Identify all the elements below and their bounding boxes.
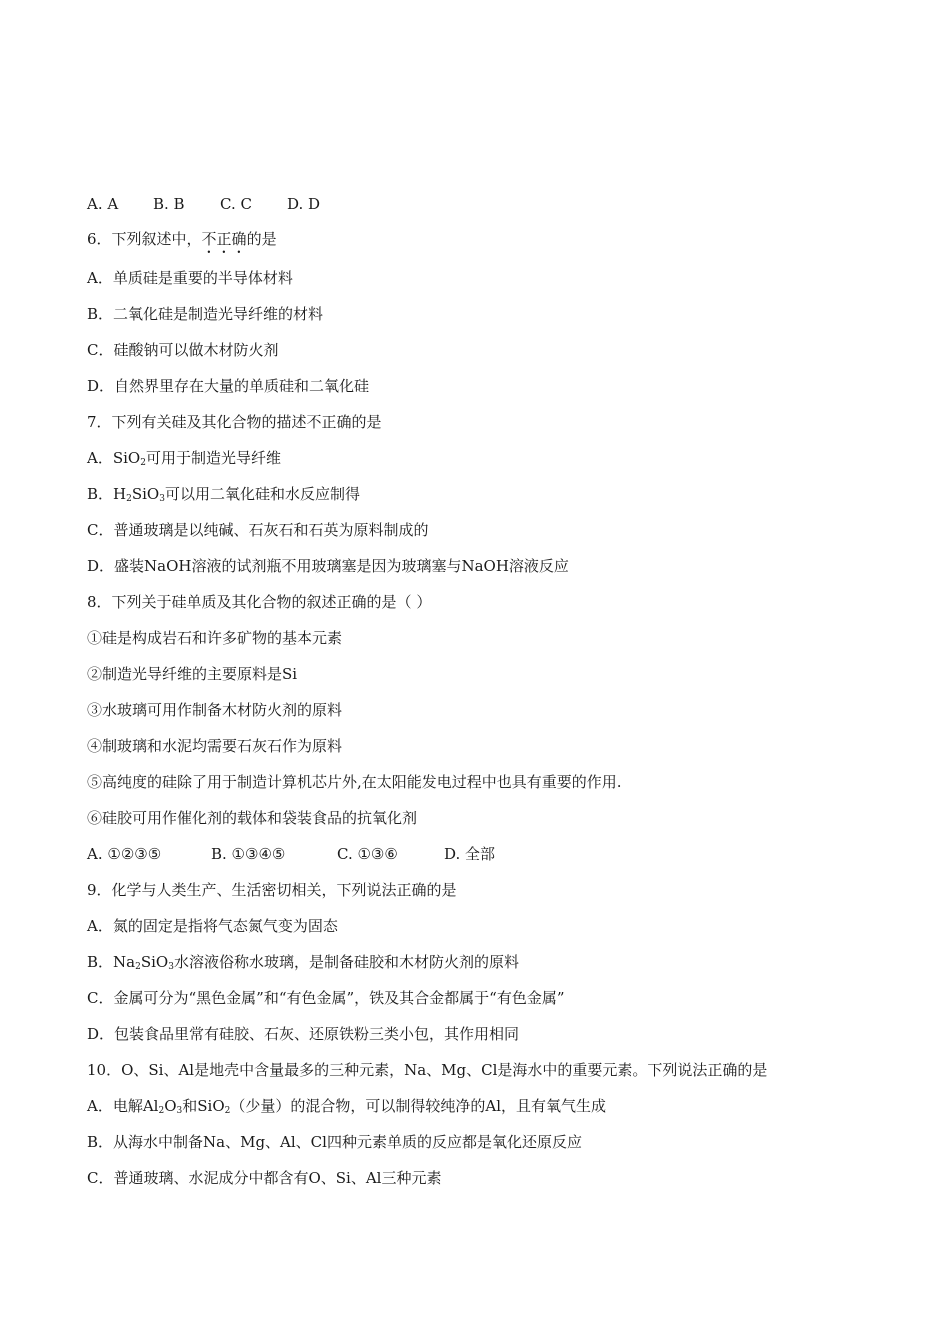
q10-a-text-mid-2: 和SiO bbox=[182, 1097, 225, 1115]
q7-b-text-mid: SiO bbox=[131, 485, 160, 503]
q9-option-b bbox=[87, 952, 519, 972]
q8-item-1: ①硅是构成岩石和许多矿物的基本元素 bbox=[87, 629, 343, 647]
q8-options bbox=[87, 844, 495, 864]
q10-a-subscript-3: 2 bbox=[224, 1106, 231, 1116]
q8-item-2: ②制造光导纤维的主要原料是Si bbox=[87, 665, 298, 683]
q8-option-b: B. ①③④⑤ bbox=[211, 845, 286, 863]
q9-option-d: D．包装食品里常有硅胶、石灰、还原铁粉三类小包，其作用相同 bbox=[87, 1025, 520, 1043]
q7-option-c: C．普通玻璃是以纯碱、石灰石和石英为原料制成的 bbox=[87, 521, 429, 539]
q5-option-c: C. C bbox=[220, 195, 252, 213]
q10-option-c: C．普通玻璃、水泥成分中都含有O、Si、Al三种元素 bbox=[87, 1169, 442, 1187]
q10-a-text-end: （少量）的混合物，可以制得较纯净的Al，且有氧气生成 bbox=[230, 1097, 606, 1115]
q8-item-3: ③水玻璃可用作制备木材防火剂的原料 bbox=[87, 701, 343, 719]
q8-option-d: D. 全部 bbox=[444, 845, 496, 863]
q7-option-d: D．盛装NaOH溶液的试剂瓶不用玻璃塞是因为玻璃塞与NaOH溶液反应 bbox=[87, 557, 569, 575]
q10-option-a bbox=[87, 1096, 606, 1116]
q10-a-text: A．电解Al bbox=[87, 1097, 159, 1115]
q7-option-a bbox=[87, 448, 281, 468]
q7-b-subscript-2: 3 bbox=[159, 494, 165, 504]
q5-option-b: B. B bbox=[153, 195, 185, 213]
q6-stem-before: 6．下列叙述中， bbox=[87, 230, 202, 248]
q9-stem: 9．化学与人类生产、生活密切相关，下列说法正确的是 bbox=[87, 881, 457, 899]
q6-option-c: C．硅酸钠可以做木材防火剂 bbox=[87, 341, 279, 359]
q7-b-text: B．H bbox=[87, 485, 127, 503]
q6-stem-after: 的是 bbox=[246, 230, 277, 248]
q7-a-text-end: 可用于制造光导纤维 bbox=[145, 449, 281, 467]
q6-option-d: D．自然界里存在大量的单质硅和二氧化硅 bbox=[87, 377, 370, 395]
q5-option-a: A. A bbox=[87, 195, 119, 213]
q8-option-c: C. ①③⑥ bbox=[337, 845, 398, 863]
q8-item-6: ⑥硅胶可用作催化剂的载体和袋装食品的抗氧化剂 bbox=[87, 809, 418, 827]
q9-option-c: C．金属可分为“黑色金属”和“有色金属”，铁及其合金都属于“有色金属” bbox=[87, 989, 565, 1007]
q7-stem: 7．下列有关硅及其化合物的描述不正确的是 bbox=[87, 413, 382, 431]
q6-option-a: A．单质硅是重要的半导体材料 bbox=[87, 269, 293, 287]
q8-option-a: A. ①②③⑤ bbox=[87, 845, 162, 863]
q7-b-subscript-1: 2 bbox=[126, 494, 132, 504]
q9-b-text-end: 水溶液俗称水玻璃，是制备硅胶和木材防火剂的原料 bbox=[173, 953, 519, 971]
q9-b-text-mid: SiO bbox=[140, 953, 169, 971]
q8-item-5: ⑤高纯度的硅除了用于制造计算机芯片外,在太阳能发电过程中也具有重要的作用. bbox=[87, 773, 622, 791]
q9-b-subscript-1: 2 bbox=[135, 962, 141, 972]
q10-a-subscript-2: 3 bbox=[176, 1106, 183, 1116]
q10-a-subscript-1: 2 bbox=[158, 1106, 165, 1116]
q5-options bbox=[87, 194, 320, 214]
q7-a-text: A．SiO bbox=[87, 449, 141, 467]
q9-option-a: A．氮的固定是指将气态氮气变为固态 bbox=[87, 917, 338, 935]
q10-stem: 10．O、Si、Al是地壳中含量最多的三种元素，Na、Mg、Cl是海水中的重要元素。下列说法正确的是 bbox=[87, 1061, 768, 1079]
q8-stem: 8．下列关于硅单质及其化合物的叙述正确的是（ ） bbox=[87, 593, 432, 611]
q6-stem bbox=[87, 229, 277, 257]
q7-a-subscript: 2 bbox=[140, 458, 146, 468]
q6-stem-emphasis: 不正确 bbox=[201, 230, 247, 248]
q5-option-d: D. D bbox=[287, 195, 321, 213]
q10-a-text-mid-1: O bbox=[164, 1097, 177, 1115]
q6-option-b: B．二氧化硅是制造光导纤维的材料 bbox=[87, 305, 324, 323]
q9-b-subscript-2: 3 bbox=[168, 962, 174, 972]
q10-option-b: B．从海水中制备Na、Mg、Al、Cl四种元素单质的反应都是氧化还原反应 bbox=[87, 1133, 582, 1151]
q7-b-text-end: 可以用二氧化硅和水反应制得 bbox=[164, 485, 360, 503]
q8-item-4: ④制玻璃和水泥均需要石灰石作为原料 bbox=[87, 737, 343, 755]
q7-option-b bbox=[87, 484, 360, 504]
q9-b-text: B．Na bbox=[87, 953, 136, 971]
